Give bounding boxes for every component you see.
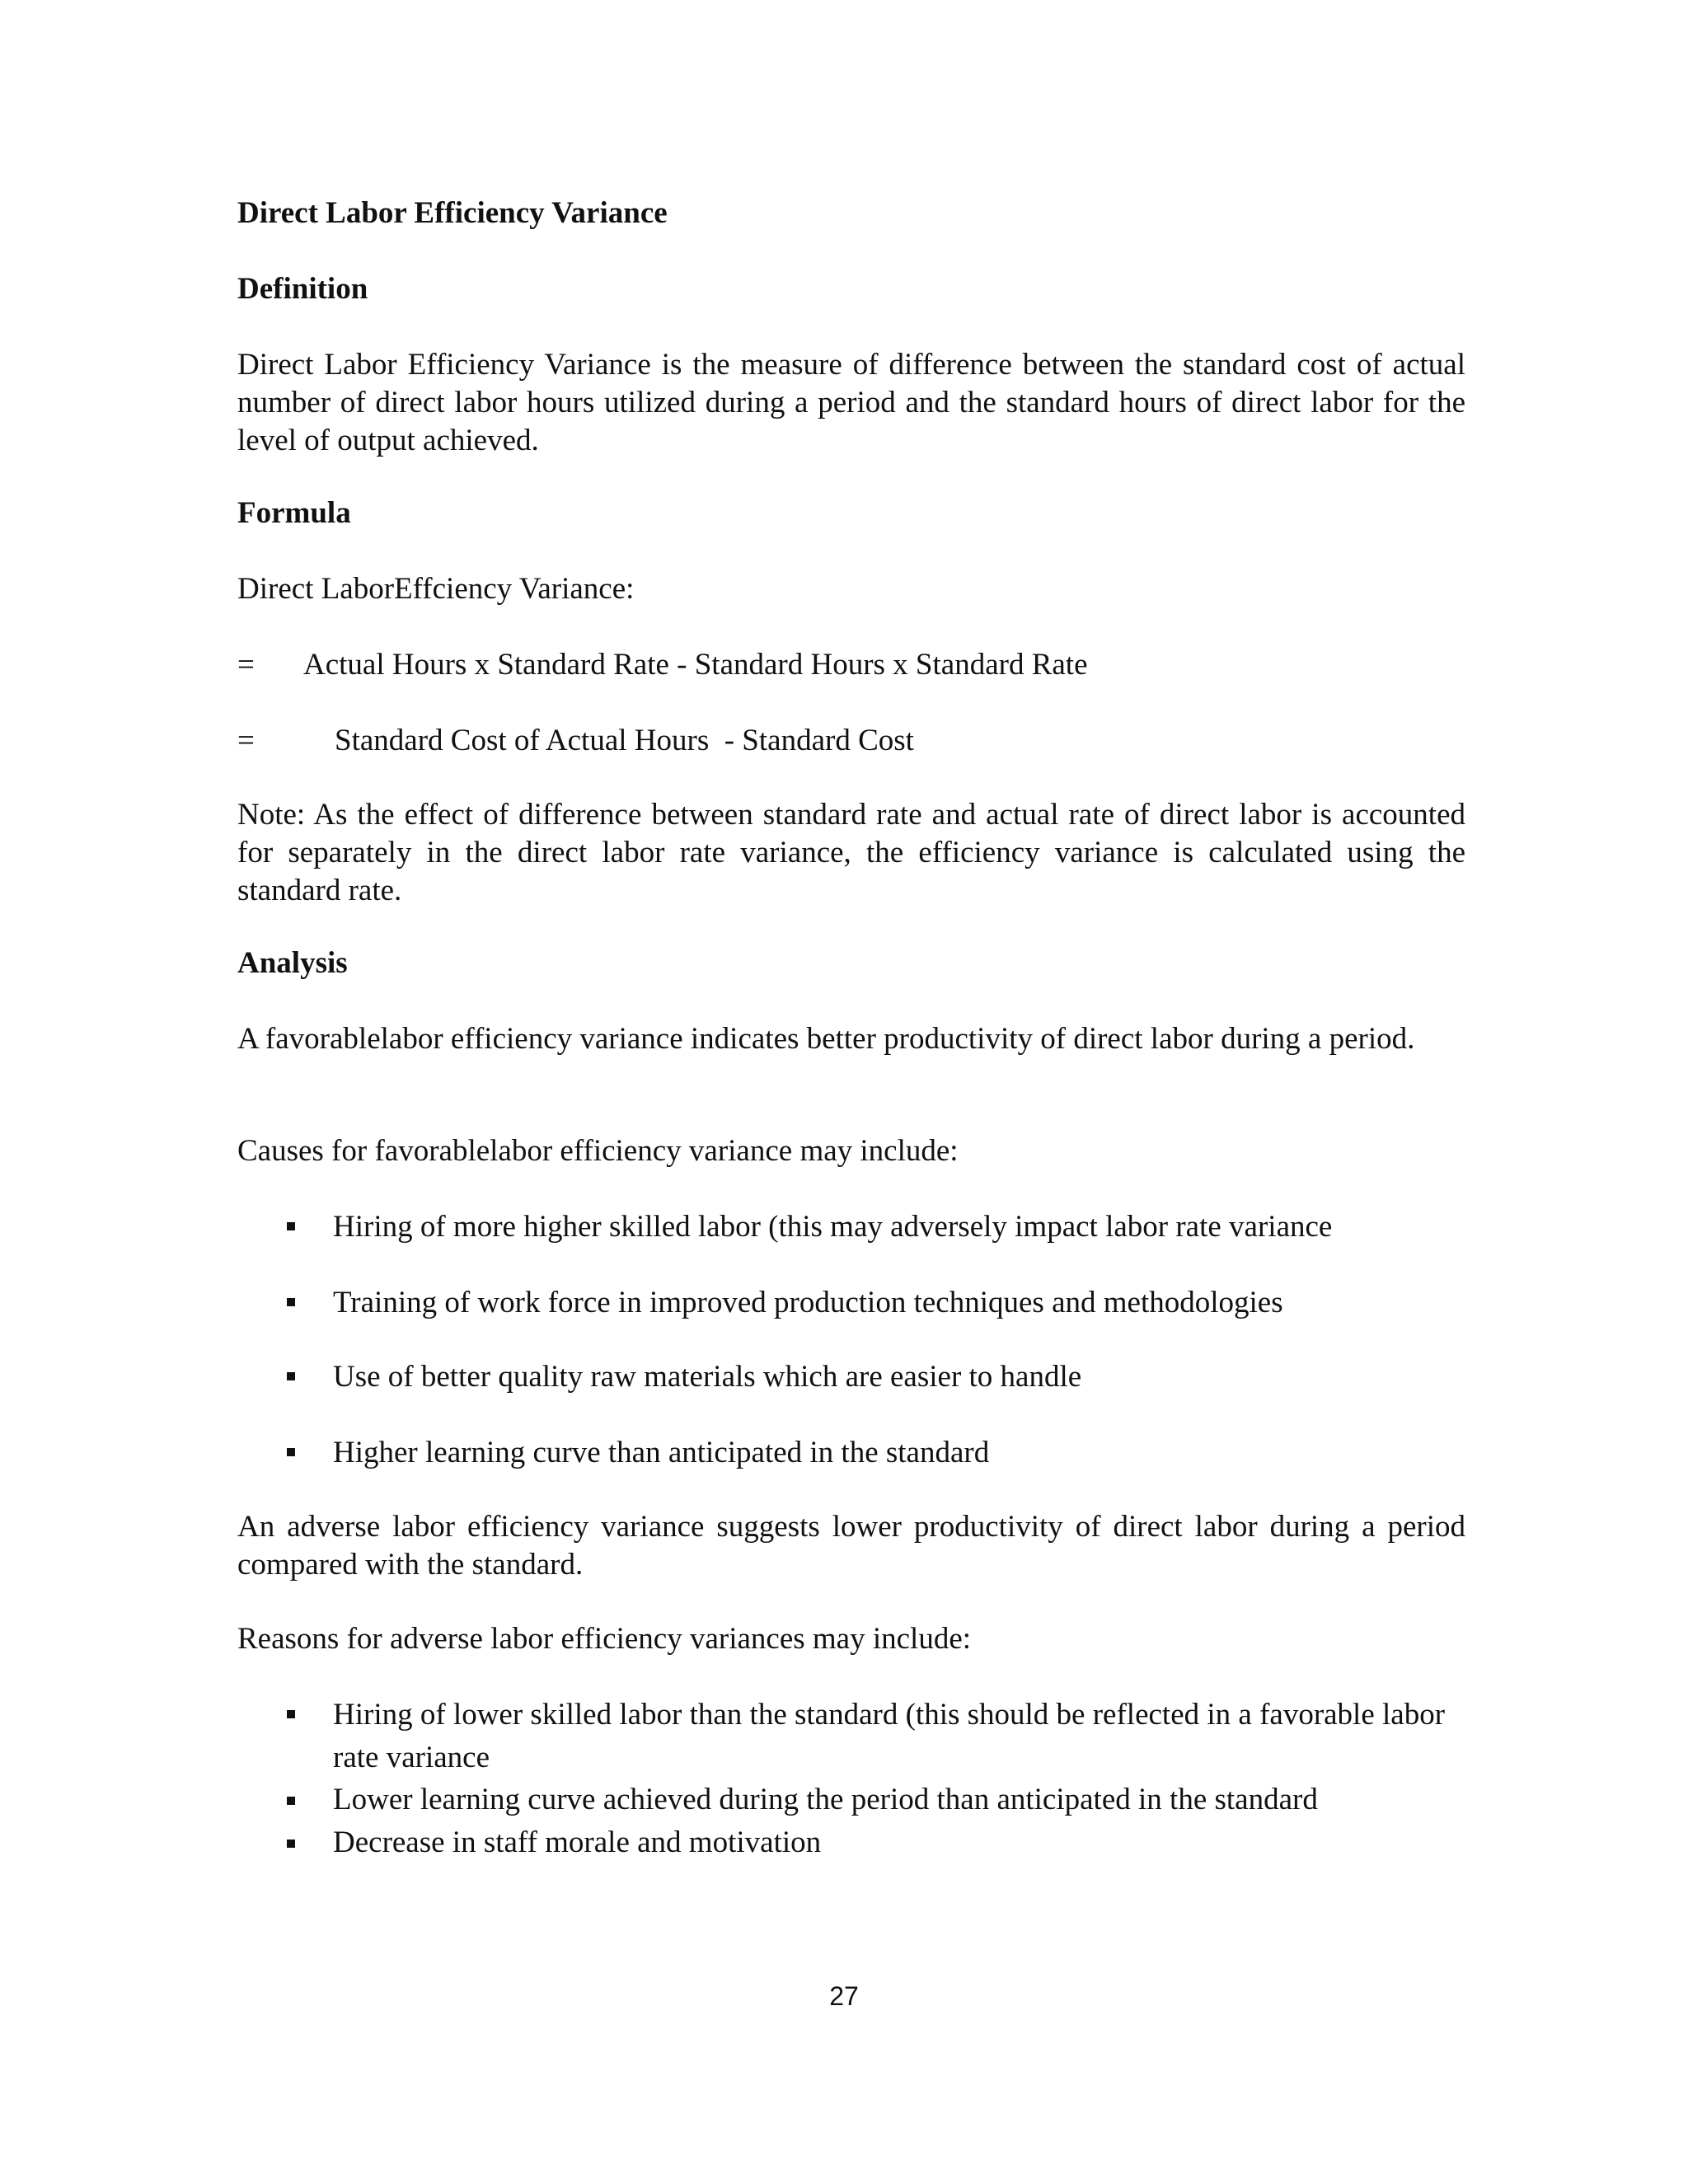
bullet-icon <box>287 1710 295 1718</box>
list-item: Decrease in staff morale and motivation <box>333 1825 822 1859</box>
formula-line-1: Actual Hours x Standard Rate - Standard Hours x Standard Rate <box>303 648 1088 682</box>
formula-note: Note: As the effect of difference between standard rate and actual rate of direct labor is accounted for separately in the direct labor rate variance, the efficiency variance is calculated using the standard rate. <box>237 798 1465 907</box>
bullet-icon <box>287 1222 295 1230</box>
favorable-causes-label: Causes for favorablelabor efficiency variance may include: <box>237 1134 959 1168</box>
formula-heading: Formula <box>237 496 351 530</box>
definition-heading: Definition <box>237 272 368 306</box>
adverse-reasons-label: Reasons for adverse labor efficiency variances may include: <box>237 1622 972 1656</box>
adverse-intro: An adverse labor efficiency variance suggests lower productivity of direct labor during a period compared with the standard. <box>237 1510 1465 1582</box>
list-item: Hiring of more higher skilled labor (this may adversely impact labor rate variance <box>333 1210 1333 1244</box>
list-item: Hiring of lower skilled labor than the standard (this should be reflected in a favorable labor rate variance <box>333 1698 1446 1774</box>
formula-equals-sign-2: = <box>237 724 255 757</box>
page-title: Direct Labor Efficiency Variance <box>237 196 668 230</box>
analysis-heading: Analysis <box>237 946 348 980</box>
definition-paragraph: Direct Labor Efficiency Variance is the measure of difference between the standard cost of actual number of direct labor hours utilized during a period and the standard hours of direct labor for the level of output achieved. <box>237 348 1465 457</box>
list-item: Use of better quality raw materials which are easier to handle <box>333 1360 1082 1394</box>
list-item: Lower learning curve achieved during the period than anticipated in the standard <box>333 1783 1318 1816</box>
list-item: Higher learning curve than anticipated in the standard <box>333 1436 990 1469</box>
bullet-icon <box>287 1448 295 1456</box>
formula-label: Direct LaborEffciency Variance: <box>237 572 635 606</box>
list-item: Training of work force in improved production techniques and methodologies <box>333 1286 1283 1319</box>
favorable-intro: A favorablelabor efficiency variance indicates better productivity of direct labor during a period. <box>237 1022 1415 1056</box>
page-number: 27 <box>829 1981 859 2011</box>
formula-equals-sign-1: = <box>237 648 255 682</box>
formula-line-2: Standard Cost of Actual Hours - Standard Cost <box>335 724 914 757</box>
bullet-icon <box>287 1372 295 1380</box>
bullet-icon <box>287 1298 295 1306</box>
bullet-icon <box>287 1797 295 1805</box>
bullet-icon <box>287 1840 295 1848</box>
